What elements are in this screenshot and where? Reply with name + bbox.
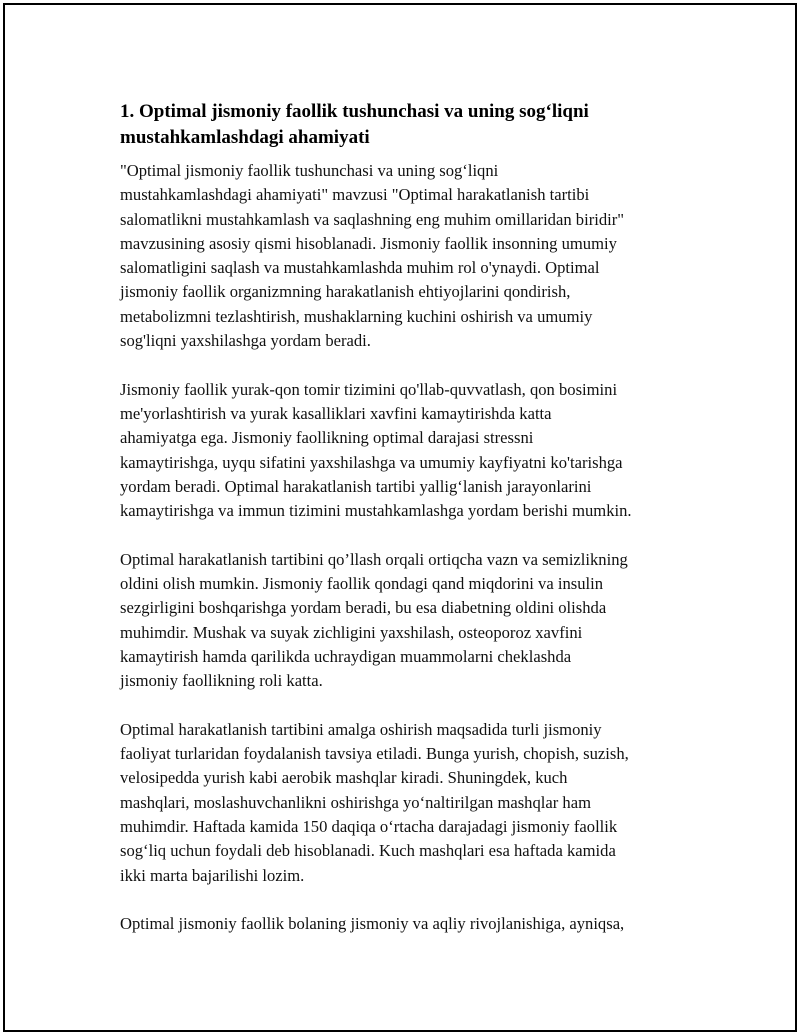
paragraph-2: Jismoniy faollik yurak-qon tomir tizimini qo'llab-quvvatlash, qon bosimini me'yorlashtirish va yurak kasalliklari xavfini kamaytirishda katta ahamiyatga ega. Jismoniy faollikning optimal darajasi stressni kamaytirishga, uyqu sifatini yaxshilashga va umumiy kayfiyatni ko'tarishga yordam beradi. Optimal harakatlanish tartibi yallig‘lanish jarayonlarini kamaytirishga va immun tizimini mustahkamlashga yordam berishi mumkin. bbox=[120, 379, 632, 521]
paragraph-1: "Optimal jismoniy faollik tushunchasi va uning sog‘liqni mustahkamlashdagi ahamiyati" mavzusi "Optimal harakatlanish tartibi salomatlikni mustahkamlash va saqlashning eng muhim omillaridan biridir" mavzusining asosiy qismi hisoblanadi. Jismoniy faollik insonning umumiy salomatligini saqlash va mustahkamlashda muhim rol o'ynaydi. Optimal jismoniy faollik organizmning harakatlanish ehtiyojlarini qondirish, metabolizmni tezlashtirish, mushaklarning kuchini oshirish va umumiy sog'liqni yaxshilashga yordam beradi. bbox=[120, 161, 625, 351]
paragraph-3: Optimal harakatlanish tartibini qo’llash orqali ortiqcha vazn va semizlikning oldini olish mumkin. Jismoniy faollik qondagi qand miqdorini va insulin sezgirligini boshqarishga yordam beradi, bu esa diabetning oldini olishda muhimdir. Mushak va suyak zichligini yaxshilash, osteoporoz xavfini kamaytirish hamda qarilikda uchraydigan muammolarni cheklashda jismoniy faollikning roli katta. bbox=[120, 549, 628, 691]
page-frame bbox=[3, 3, 797, 1032]
paragraph-5: Optimal jismoniy faollik bolaning jismoniy va aqliy rivojlanishiga, ayniqsa, bbox=[120, 914, 625, 934]
section-heading: 1. Optimal jismoniy faollik tushunchasi va uning sog‘liqni mustahkamlashdagi ahamiyati bbox=[120, 101, 589, 148]
paragraph-4: Optimal harakatlanish tartibini amalga oshirish maqsadida turli jismoniy faoliyat turlaridan foydalanish tavsiya etiladi. Bunga yurish, chopish, suzish, velosipedda yurish kabi aerobik mashqlar kiradi. Shuningdek, kuch mashqlari, moslashuvchanlikni oshirishga yo‘naltirilgan mashqlar ham muhimdir. Haftada kamida 150 daqiqa o‘rtacha darajadagi jismoniy faollik sog‘liq uchun foydali deb hisoblanadi. Kuch mashqlari esa haftada kamida ikki marta bajarilishi lozim. bbox=[120, 719, 629, 885]
document-body bbox=[120, 99, 695, 961]
